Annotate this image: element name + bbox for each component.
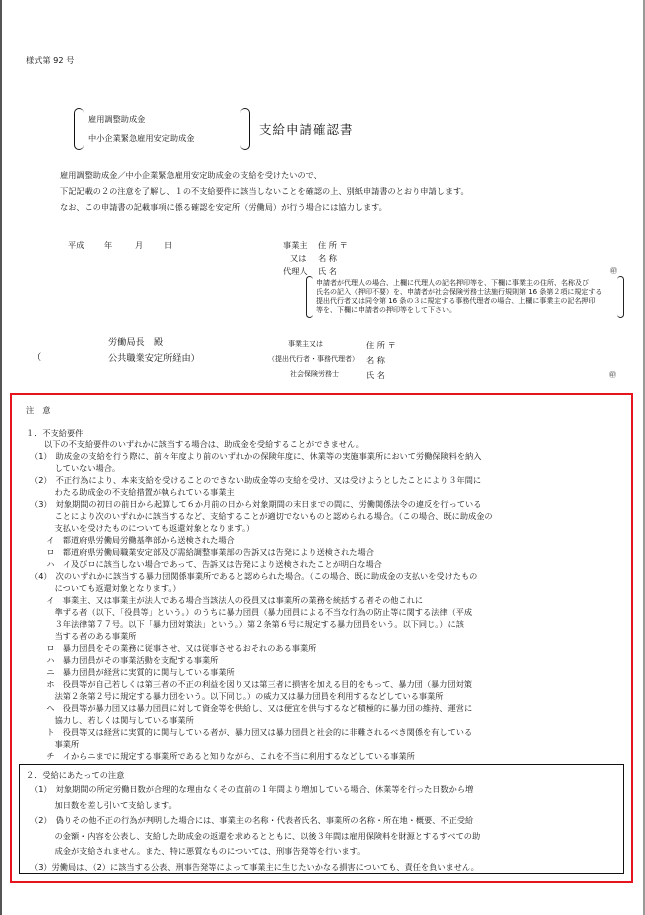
form-number: 様式第 92 号 [26,55,75,65]
note-line: についても返還対象となります。） [30,583,181,593]
note-line: （4） 次のいずれかに該当する暴力団関係事業所であると認められた場合。（この場合、既に助成金の支払いを受けたもの [30,571,478,581]
agent-name-label: 名 称 [366,355,385,365]
date-month: 月 [135,240,144,250]
section2-title: ２．受給にあたっての注意 [26,770,125,780]
applicant-note-2: 氏名の記入（押印不要）を、申請者が社会保険労務士法施行規則第 16 条第２項に規定する [316,288,603,296]
date-day: 日 [164,240,173,250]
agent-address-label: 住 所 〒 [366,340,396,350]
agent-person-label: 氏 名 [366,370,385,380]
agent-role-2: （提出代行者・事務代理者） [268,355,359,363]
note-line: ニ 暴力団員が経営に実質的に関与している事業所 [30,667,235,677]
note-line: （1） 対象期間の所定労働日数が合理的な理由なくその直前の１年間より増加している場合、休業等を行った日数から増 [30,784,474,794]
section1-title: １．不支給要件 [26,428,84,438]
note-line: 法第２条第２号に規定する暴力団をいう。以下同じ。）の威力又は暴力団員を利用するなどしている事業所 [30,691,444,701]
note-line: 事業所 [30,739,80,749]
note-line: 加日数を差し引いて支給します。 [30,799,177,810]
note-line: （2） 偽りその他不正の行為が判明した場合には、事業主の名称・代表者氏名、事業所の名称・所在地・概要、不正受給 [30,815,474,825]
recipient-labor-bureau: 労働局長 殿 [108,337,164,348]
note-line: ３年法律第７７号。以下「暴力団対策法」という。）第２条第６号に規定する暴力団員をいう。以下同じ。）に該 [30,619,464,629]
grant-name-1: 雇用調整助成金 [88,114,146,124]
applicant-seal-mark: ㊞ [610,267,617,275]
recipient-employment-office: 公共職業安定所経由） [108,353,200,364]
note-line: 成金が支給されません。また、特に悪質なものについては、刑事告発等を行います。 [30,846,366,856]
note-line: 準ずる者（以下、「役員等」という。）のうちに暴力団員（暴力団員による不当な行為の防止等に関する法律（平成 [30,607,473,617]
note-line: ト 役員等又は経営に実質的に関与している者が、暴力団又は暴力団員と社会的に非難されるべき関係を有している [30,727,473,737]
note-line: わたる助成金の不支給措置が執られている事業主 [30,487,235,497]
note-line: イ 事業主、又は事業主が法人である場合当該法人の役員又は事業所の業務を統括する者その他これに [30,595,424,605]
applicant-role-3: 代理人 [283,266,308,276]
note-line: していない場合。 [30,463,121,473]
note-line: （1） 助成金の支給を行う際に、前々年度より前のいずれかの保険年度に、休業等の実施事業所において労働保険料を納入 [30,451,482,461]
intro-line-2: 下記記載の２の注意を了解し、１の不支給要件に該当しないことを確認の上、別紙申請書のとおり申請します。 [60,186,469,196]
notes-heading: 注 意 [26,405,51,415]
note-line: 支払いを受けたものについても返還対象となります。） [30,523,255,533]
recipient-open-paren: （ [32,352,42,363]
agent-role-1: 事業主又は [288,340,323,348]
note-line: ロ 都道府県労働局職業安定部及び需給調整事業部の告訴又は告発により送検された場合 [30,547,374,557]
note-line: （2） 不正行為により、本来支給を受けることのできない助成金等の支給を受け、又は受けようとしたことにより３年間に [30,475,482,485]
note-line: （3） 対象期間の初日の前日から起算して６か月前の日から対象期間の末日までの間に、労働関係法令の違反を行っている [30,499,482,509]
note-line: ヘ 役員等が暴力団又は暴力団員に対して資金等を供給し、又は便宜を供与するなど積極的に暴力団の維持、運営に [30,703,473,713]
applicant-person-label: 氏 名 [318,266,337,276]
note-line: チ イからニまでに規定する事業所であると知りながら、これを不当に利用するなどしている事業所 [30,751,415,761]
applicant-note-bracket [306,276,624,316]
date-era: 平成 [68,240,85,250]
agent-seal-mark: ㊞ [609,371,616,379]
applicant-note-3: 提出代行者又は同令第 16 条の３に規定する事務代理者の場合、上欄に事業主の記名押印 [316,297,596,305]
page-edge-left [0,0,2,915]
applicant-note-4: 等を、下欄に申請者の押印等をして下さい。 [316,306,456,314]
note-line: ロ 暴力団員をその業務に従事させ、又は従事させるおそれのある事業所 [30,643,317,653]
document-title: 支給申請確認書 [259,122,354,137]
note-line: の金額・内容を公表し、支給した助成金の返還を求めるとともに、以後３年間は雇用保険料を財源とするすべての助 [30,830,481,841]
applicant-note-1: 申請者が代理人の場合、上欄に代理人の記名押印等を、下欄に事業主の住所、名称及び [316,279,589,287]
note-line: ハ イ及びロに該当しない場合であって、告訴又は告発により送検されたことが明白な場合 [30,559,382,569]
note-line: 以下の不支給要件のいずれかに該当する場合は、助成金を受給することができません。 [44,439,364,449]
grant-name-2: 中小企業緊急雇用安定助成金 [88,133,195,143]
agent-role-3: 社会保険労務士 [290,370,339,378]
applicant-role-2: 又は [290,253,307,263]
note-line: 協力し、若しくは関与している事業所 [30,715,194,725]
note-line: ことにより次のいずれかに該当するなど、支給することが適切でないものと認められる場合。（この場合、既に助成金の [30,511,493,521]
applicant-role-1: 事業主 [283,240,308,250]
note-line: ホ 役員等が自己若しくは第三者の不正の利益を図り又は第三者に損害を加える目的をもって、暴力団（暴力団対策 [30,679,472,689]
intro-line-1: 雇用調整助成金／中小企業緊急雇用安定助成金の支給を受けたいので、 [60,170,322,180]
applicant-name-label: 名 称 [318,253,337,263]
note-line: イ 都道府県労働局労働基準部から送検された場合 [30,535,235,545]
date-year: 年 [104,240,113,250]
note-line: （3）労働局は、（2）に該当する公表、刑事告発等によって事業主に生じたいかなる損害についても、責任を負いません。 [30,861,479,872]
applicant-address-label: 住 所 〒 [318,240,348,250]
intro-line-3: なお、この申請書の記載事項に係る確認を安定所（労働局）が行う場合には協力します。 [60,202,387,212]
note-line: 当する者のある事業所 [30,631,137,641]
note-line: ハ 暴力団員がその事業活動を支配する事業所 [30,655,219,665]
grant-name-bracket [74,108,250,150]
